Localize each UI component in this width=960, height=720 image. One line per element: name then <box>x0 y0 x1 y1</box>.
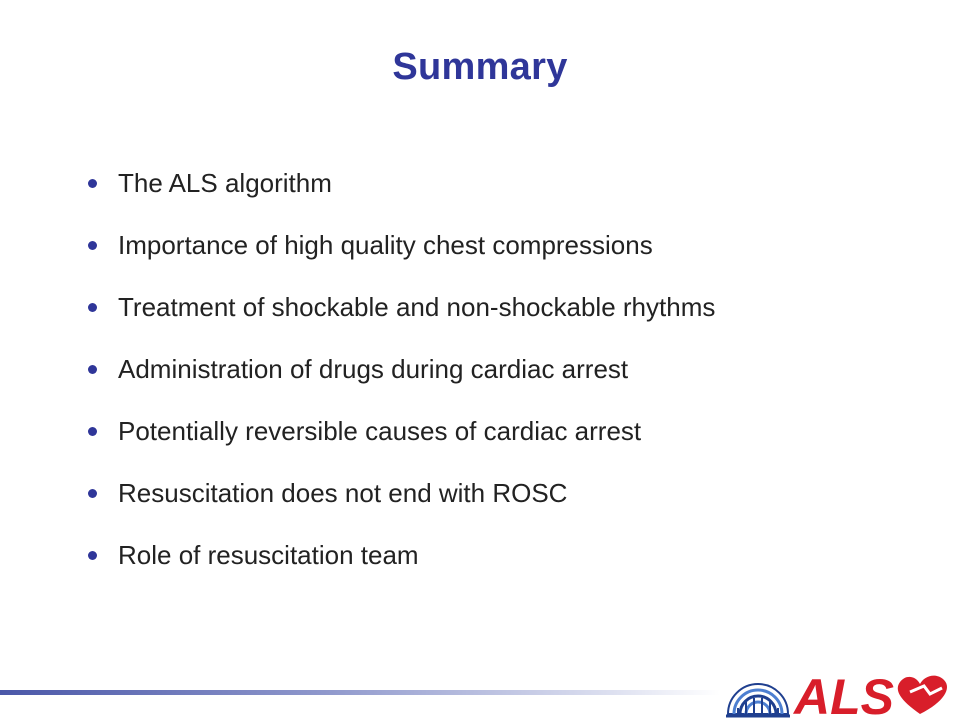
bullet-item <box>88 214 715 276</box>
bullet-text: Resuscitation does not end with ROSC <box>118 477 568 508</box>
slide-title: Summary <box>392 46 568 88</box>
bullet-item <box>88 276 715 338</box>
footer-divider <box>0 690 720 695</box>
bullet-icon <box>88 241 97 250</box>
bullet-list <box>88 152 715 586</box>
bullet-text: Administration of drugs during cardiac arrest <box>118 353 629 384</box>
als-logo <box>724 664 956 718</box>
bullet-text: Importance of high quality chest compressions <box>118 229 653 260</box>
bullet-item <box>88 152 715 214</box>
dome-icon <box>726 684 790 716</box>
logo-text: ALS <box>794 669 894 718</box>
bullet-icon <box>88 179 97 188</box>
bullet-item <box>88 400 715 462</box>
bullet-icon <box>88 427 97 436</box>
heart-icon <box>898 676 947 714</box>
bullet-text: Treatment of shockable and non-shockable rhythms <box>118 291 716 322</box>
bullet-text: The ALS algorithm <box>118 167 332 198</box>
bullet-item <box>88 338 715 400</box>
bullet-item <box>88 462 715 524</box>
bullet-icon <box>88 365 97 374</box>
bullet-icon <box>88 489 97 498</box>
bullet-icon <box>88 303 97 312</box>
bullet-text: Role of resuscitation team <box>118 539 419 570</box>
bullet-item <box>88 524 715 586</box>
bullet-icon <box>88 551 97 560</box>
bullet-text: Potentially reversible causes of cardiac arrest <box>118 415 642 446</box>
